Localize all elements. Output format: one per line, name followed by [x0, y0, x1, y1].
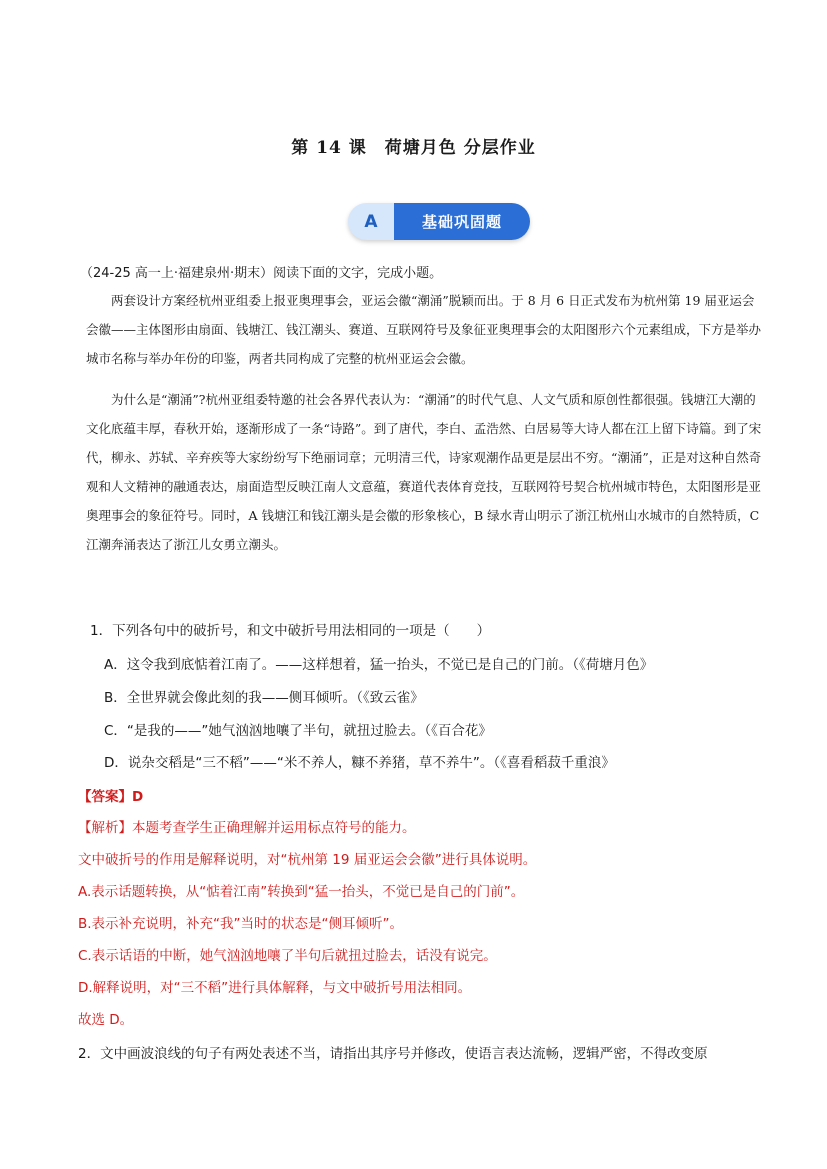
page-title: 第 14 课 荷塘月色 分层作业 [291, 138, 536, 158]
badge-label: 基础巩固题 [394, 203, 530, 240]
analysis-option-b: B.表示补充说明，补充“我”当时的状态是“侧耳倾听”。 [78, 916, 404, 932]
analysis-line: 【解析】本题考查学生正确理解并运用标点符号的能力。 [78, 820, 416, 836]
passage-paragraph-2: 为什么是“潮涌”?杭州亚组委特邀的社会各界代表认为：“潮涌”的时代气息、人文气质和原创性都很强。钱塘江大潮的文化底蕴丰厚，春秋开始，逐渐形成了一条“诗路”。到了唐代，李白、孟浩然、白居易等大诗人都在江上留下诗篇。到了宋代，柳永、苏轼、辛弃疾等大家纷纷写下绝丽词章；元明清三代，诗家观潮作品更是层出不穷。“潮涌”，正是对这种自然奇观和人文精神的融通表达，扇面造型反映江南人文意蕴，赛道代表体育竞技，互联网符号契合杭州城市特色，太阳图形是亚奥理事会的象征符号。同时，A 钱塘江和钱江潮头是会徽的形象核心，B 绿水青山明示了浙江杭州山水城市的自然特质，C 江潮奔涌表达了浙江儿女勇立潮头。 [86, 392, 762, 552]
question-1-stem: 1．下列各句中的破折号，和文中破折号用法相同的一项是（ ） [90, 623, 491, 639]
badge-letter: A [348, 203, 394, 240]
answer-line: 【答案】D [78, 789, 144, 805]
analysis-option-d: D.解释说明，对“三不稻”进行具体解释，与文中破折号用法相同。 [78, 980, 472, 996]
question-1-option-a: A．这令我到底惦着江南了。——这样想着，猛一抬头，不觉已是自己的门前。（《荷塘月色》 [104, 657, 654, 673]
passage-paragraph-1: 两套设计方案经杭州亚组委上报亚奥理事会，亚运会徽“潮涌”脱颖而出。于 8 月 6 日正式发布为杭州第 19 届亚运会会徽——主体图形由扇面、钱塘江、钱江潮头、赛道、互联网符号及象征亚奥理事会的太阳图形六个元素组成，下方是举办城市名称与举办年份的印鉴，两者共同构成了完整的杭州亚运会会徽。 [86, 293, 762, 366]
analysis-option-a: A.表示话题转换，从“惦着江南”转换到“猛一抬头，不觉已是自己的门前”。 [78, 884, 525, 900]
question-2-stem: 2．文中画波浪线的句子有两处表述不当，请指出其序号并修改，使语言表达流畅，逻辑严密，不得改变原 [78, 1046, 708, 1062]
question-1-option-d: D．说杂交稻是“三不稻”——“米不养人，糠不养猪，草不养牛”。（《喜看稻菽千重浪》 [104, 755, 615, 771]
analysis-detail: 文中破折号的作用是解释说明，对“杭州第 19 届亚运会会徽”进行具体说明。 [78, 852, 537, 868]
question-1-option-b: B．全世界就会像此刻的我——侧耳倾听。（《致云雀》 [104, 690, 424, 706]
analysis-conclusion: 故选 D。 [78, 1012, 134, 1028]
section-badge [348, 203, 530, 240]
analysis-option-c: C.表示话语的中断，她气汹汹地嚷了半句后就扭过脸去，话没有说完。 [78, 948, 497, 964]
source-line: （24-25 高一上·福建泉州·期末）阅读下面的文字，完成小题。 [80, 266, 443, 281]
question-1-option-c: C．“是我的——”她气汹汹地嚷了半句，就扭过脸去。（《百合花》 [104, 723, 492, 739]
